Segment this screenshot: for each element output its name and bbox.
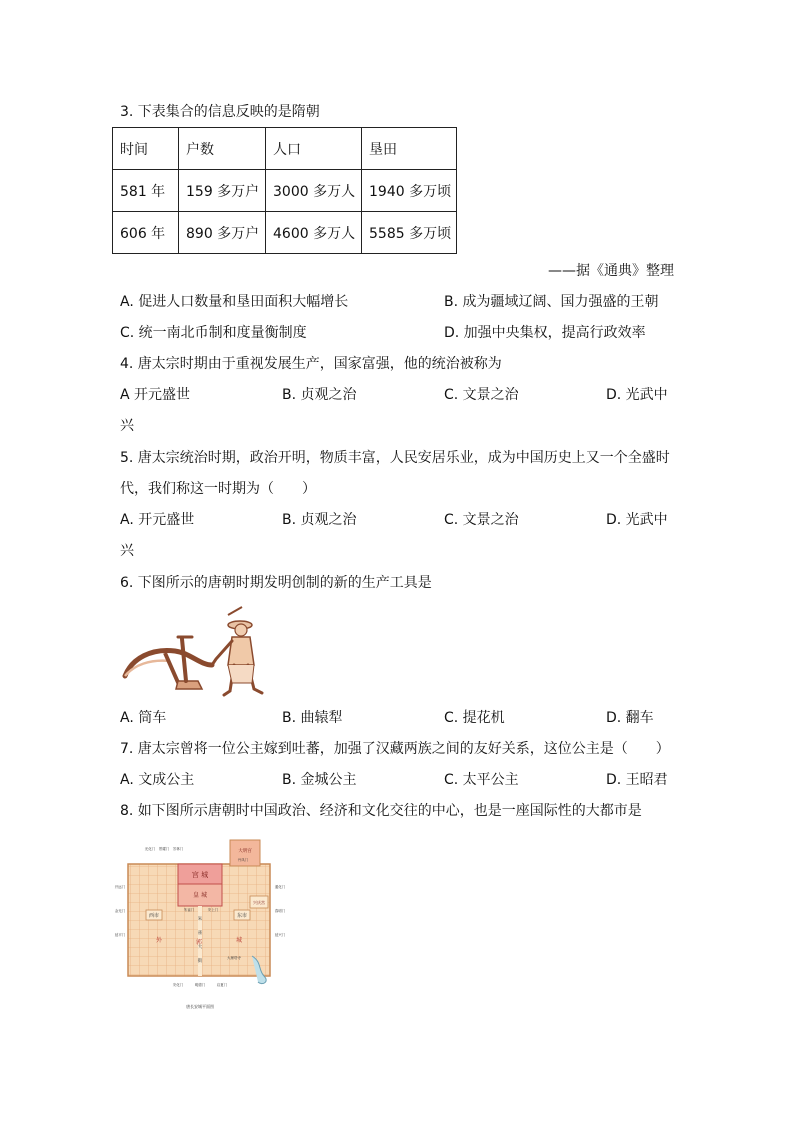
gate-west: 金光门 xyxy=(114,909,126,913)
table-header-cell: 时间 xyxy=(113,128,179,170)
gate-west: 延平门 xyxy=(114,933,126,937)
table-header-cell: 垦田 xyxy=(362,128,457,170)
plowing-farmer-illustration xyxy=(120,603,270,698)
q6-option-b[interactable]: B. 曲辕犁 xyxy=(282,710,343,726)
gate-north: 光化门 xyxy=(144,847,156,851)
table-cell: 5585 多万顷 xyxy=(362,212,457,254)
q8-stem: 8. 如下图所示唐朝时中国政治、经济和文化交往的中心，也是一座国际性的大都市是 xyxy=(120,803,642,819)
daming-label: 大明宫 xyxy=(238,849,252,854)
q3-option-b[interactable]: B. 成为疆域辽阔、国力强盛的王朝 xyxy=(444,294,659,310)
gate-north: 芳林门 xyxy=(172,847,184,851)
gate-south: 明德门 xyxy=(194,983,206,987)
q5-option-a[interactable]: A. 开元盛世 xyxy=(120,512,195,528)
q5-stem-line2: 代，我们称这一时期为（ ） xyxy=(120,481,316,497)
table-header-cell: 人口 xyxy=(266,128,362,170)
avenue-char: 街 xyxy=(197,959,203,964)
table-cell: 890 多万户 xyxy=(179,212,266,254)
outer-label-2: 郭 xyxy=(196,939,203,946)
q4-option-d-wrap: 兴 xyxy=(120,418,134,434)
zhuque-gate-label: 朱雀门 xyxy=(183,908,195,912)
table-cell: 581 年 xyxy=(113,170,179,212)
danfeng-label: 丹凤门 xyxy=(237,858,249,862)
q4-option-d[interactable]: D. 光武中 xyxy=(606,387,668,403)
q6-option-c[interactable]: C. 提花机 xyxy=(444,710,505,726)
q3-option-a[interactable]: A. 促进人口数量和垦田面积大幅增长 xyxy=(120,294,349,310)
map-caption: 唐长安城平面图 xyxy=(186,1004,214,1009)
anshang-label: 安上门 xyxy=(207,908,219,912)
east-market-label: 东市 xyxy=(236,913,248,919)
dayan-label: 大雁塔寺 xyxy=(227,956,241,960)
outer-label-3: 城 xyxy=(236,937,243,944)
gate-west: 开远门 xyxy=(114,885,126,889)
q5-option-c[interactable]: C. 文景之治 xyxy=(444,512,519,528)
table-row xyxy=(113,170,457,212)
gate-east: 延兴门 xyxy=(274,933,286,937)
q7-stem: 7. 唐太宗曾将一位公主嫁到吐蕃，加强了汉藏两族之间的友好关系，这位公主是（ ） xyxy=(120,741,670,757)
gate-east: 春明门 xyxy=(274,909,286,913)
table-cell: 1940 多万顷 xyxy=(362,170,457,212)
q7-option-c[interactable]: C. 太平公主 xyxy=(444,772,519,788)
q6-stem: 6. 下图所示的唐朝时期发明创制的新的生产工具是 xyxy=(120,575,432,591)
gate-east: 通化门 xyxy=(274,885,286,889)
q5-option-d-wrap: 兴 xyxy=(120,543,134,559)
gate-north: 景耀门 xyxy=(158,847,170,851)
gate-south: 安化门 xyxy=(172,983,184,987)
q5-option-d[interactable]: D. 光武中 xyxy=(606,512,668,528)
outer-label-1: 外 xyxy=(156,937,163,944)
changan-city-map xyxy=(112,830,292,1015)
q6-option-d[interactable]: D. 翻车 xyxy=(606,710,654,726)
table-cell: 159 多万户 xyxy=(179,170,266,212)
q6-option-a[interactable]: A. 筒车 xyxy=(120,710,167,726)
xingqing-label: 兴庆宫 xyxy=(253,900,265,905)
q4-option-c[interactable]: C. 文景之治 xyxy=(444,387,519,403)
q5-stem-line1: 5. 唐太宗统治时期，政治开明，物质丰富，人民安居乐业，成为中国历史上又一个全盛时 xyxy=(120,450,670,466)
table-cell: 606 年 xyxy=(113,212,179,254)
palace-label: 宫 城 xyxy=(191,871,209,879)
table-header-cell: 户数 xyxy=(179,128,266,170)
q3-table xyxy=(112,127,457,254)
q5-option-b[interactable]: B. 贞观之治 xyxy=(282,512,357,528)
table-cell: 3000 多万人 xyxy=(266,170,362,212)
avenue-char: 大 xyxy=(197,945,203,950)
q3-option-d[interactable]: D. 加强中央集权，提高行政效率 xyxy=(444,325,646,341)
avenue-char: 朱 xyxy=(197,917,203,922)
table-row xyxy=(113,212,457,254)
q3-source: ——据《通典》整理 xyxy=(548,263,674,279)
q4-option-b[interactable]: B. 贞观之治 xyxy=(282,387,357,403)
imperial-label: 皇 城 xyxy=(193,892,207,899)
q7-option-d[interactable]: D. 王昭君 xyxy=(606,772,668,788)
avenue-char: 雀 xyxy=(197,931,203,936)
q7-option-a[interactable]: A. 文成公主 xyxy=(120,772,195,788)
q4-stem: 4. 唐太宗时期由于重视发展生产，国家富强，他的统治被称为 xyxy=(120,356,502,372)
gate-south: 启夏门 xyxy=(216,983,228,987)
q4-option-a[interactable]: A 开元盛世 xyxy=(120,387,191,403)
table-cell: 4600 多万人 xyxy=(266,212,362,254)
q3-stem: 3. 下表集合的信息反映的是隋朝 xyxy=(120,104,320,120)
q7-option-b[interactable]: B. 金城公主 xyxy=(282,772,357,788)
q3-option-c[interactable]: C. 统一南北币制和度量衡制度 xyxy=(120,325,307,341)
west-market-label: 西市 xyxy=(148,913,160,919)
table-header-row xyxy=(113,128,457,170)
